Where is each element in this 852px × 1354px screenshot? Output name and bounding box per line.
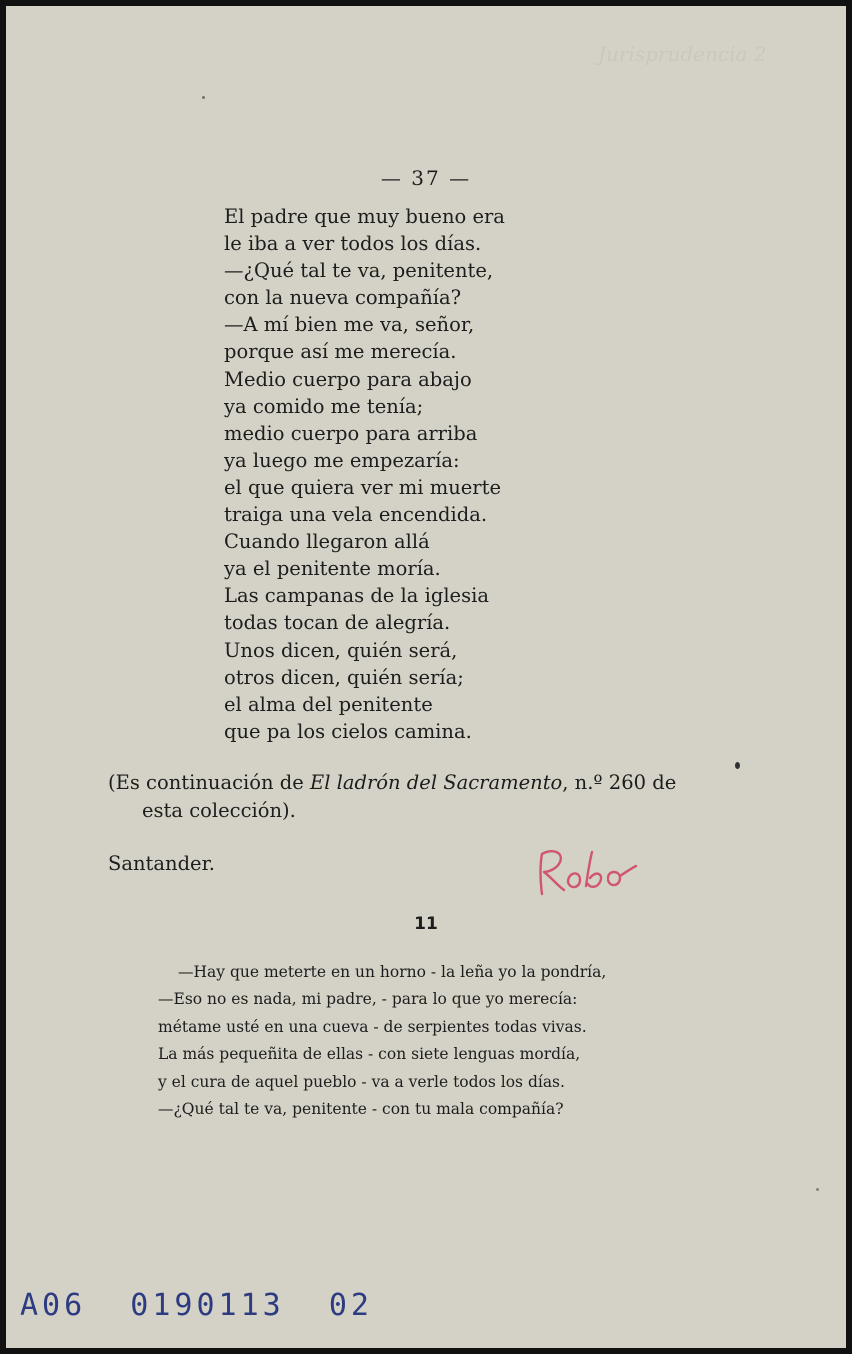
ink-speck xyxy=(735,762,740,769)
poem-line: otros dicen, quién sería; xyxy=(224,665,464,689)
poem-line: Las campanas de la iglesia xyxy=(224,584,489,608)
version-line: La más pequeñita de ellas - con siete lenguas mordía, xyxy=(158,1045,581,1064)
poem-line: traiga una vela encendida. xyxy=(224,503,488,527)
poem-line: porque así me merecía. xyxy=(224,340,457,364)
poem-line: Cuando llegaron allá xyxy=(224,530,430,554)
page-number: — 37 — xyxy=(380,166,472,190)
continuation-note xyxy=(108,769,676,825)
poem-line: todas tocan de alegría. xyxy=(224,611,451,635)
note-line-1 xyxy=(108,769,676,797)
document-page xyxy=(6,6,846,1348)
poem-line: ya comido me tenía; xyxy=(224,394,424,418)
note-line-2: esta colección). xyxy=(142,799,296,822)
poem-line: Unos dicen, quién será, xyxy=(224,638,458,662)
poem-line: Medio cuerpo para abajo xyxy=(224,367,472,391)
poem-line: medio cuerpo para arriba xyxy=(224,421,478,445)
poem-line: el alma del penitente xyxy=(224,692,433,716)
poem-line: ya el penitente moría. xyxy=(224,557,441,581)
poem-line: El padre que muy bueno era xyxy=(224,205,505,228)
poem-block xyxy=(224,203,505,745)
version-block xyxy=(158,959,606,1123)
version-line: y el cura de aquel pueblo - va a verle todos los días. xyxy=(158,1072,565,1091)
handwritten-robo-annotation xyxy=(530,842,640,902)
version-line: métame usté en una cueva - de serpientes todas vivas. xyxy=(158,1017,587,1036)
section-number: 11 xyxy=(414,914,438,934)
version-line: —Eso no es nada, mi padre, - para lo que yo merecía: xyxy=(158,990,578,1009)
poem-line: que pa los cielos camina. xyxy=(224,719,472,743)
note-title: El ladrón del Sacramento xyxy=(309,771,563,794)
poem-line: el que quiera ver mi muerte xyxy=(224,475,502,499)
archive-stamp-code: A06 0190113 02 xyxy=(20,1288,373,1323)
ink-speck xyxy=(816,1188,819,1191)
poem-line: con la nueva compañía? xyxy=(224,286,462,310)
note-suffix: , n.º 260 de xyxy=(562,771,677,794)
note-prefix: (Es continuación de xyxy=(108,771,310,794)
version-line: —¿Qué tal te va, penitente - con tu mala compañía? xyxy=(158,1100,564,1119)
poem-line: ya luego me empezaría: xyxy=(224,448,460,472)
ink-speck xyxy=(202,96,205,99)
place-name: Santander. xyxy=(108,852,215,875)
faint-pencil-note: Jurisprudencia 2 xyxy=(598,42,767,66)
poem-line: —¿Qué tal te va, penitente, xyxy=(224,259,494,283)
poem-line: le iba a ver todos los días. xyxy=(224,232,482,256)
version-line: —Hay que meterte en un horno - la leña yo la pondría, xyxy=(178,963,607,981)
poem-line: —A mí bien me va, señor, xyxy=(224,313,475,337)
